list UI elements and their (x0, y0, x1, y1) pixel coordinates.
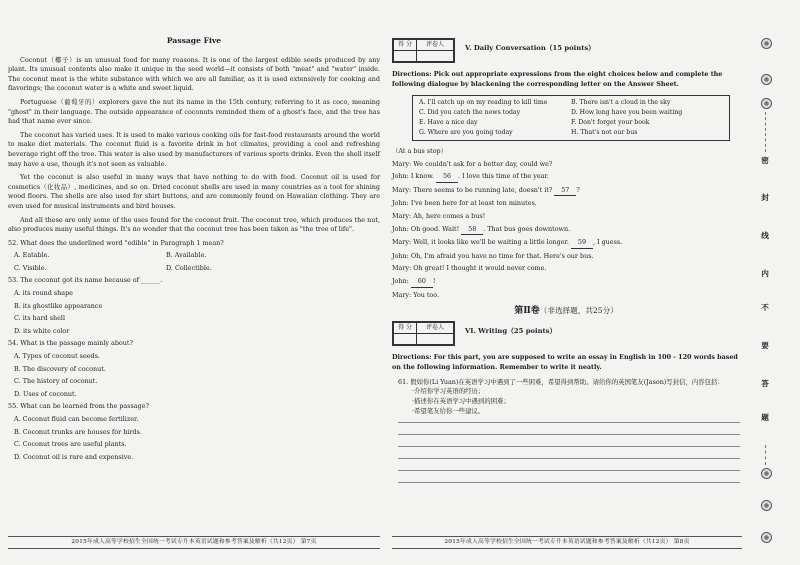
choice-item: E. Have a nice day (419, 119, 478, 126)
dialogue-text: Mary: You too. (392, 290, 440, 299)
answer-option: B. Coconut trunks are houses for birds. (14, 427, 142, 436)
choice-row (419, 128, 723, 138)
score-label-2: 得 分 (394, 322, 417, 333)
dialogue-text: John: (392, 276, 409, 285)
binding-strip-char: 不 (761, 303, 769, 312)
dialogue-text: Mary: Well, it looks like we'll be waiting a little longer. (392, 238, 569, 247)
answer-blank[interactable]: 58 (461, 225, 483, 236)
question-stem: 53. The coconut got its name because of ______. (8, 276, 163, 285)
choice-item: B. There isn't a cloud in the sky (571, 99, 671, 106)
passage-paragraph: And all these are only some of the uses found for the coconut fruit. The coconut tree, which produces the nut, also produces many useful things. It's no wonder that the coconut tree has been taken as "the tree of life". (8, 215, 380, 234)
answer-option: C. Visible. (14, 263, 47, 272)
binding-hole-icon (761, 468, 772, 479)
binding-hole-icon (761, 38, 772, 49)
answer-option: C. The history of coconut. (14, 377, 98, 386)
answer-option: A. Coconut fluid can become fertilizer. (14, 415, 139, 423)
prompt-point: ·希望笔友给你一些建议。 (412, 406, 485, 415)
section5-header (392, 38, 740, 63)
dialogue-text: Mary: We couldn't ask for a better day, could we? (392, 159, 553, 168)
part2-heading (392, 306, 740, 317)
score-box-2 (392, 321, 455, 346)
answer-blank[interactable]: 59 (571, 238, 593, 249)
right-footer: 2015年成人高等学校招生全国统一考试专升本英语试题和参考答案及解析（共12页） 第8页 (392, 536, 742, 549)
answer-option: C. its hard shell (14, 314, 66, 323)
dialogue-line (392, 238, 740, 249)
choice-item: H. That's not our bus (571, 129, 638, 136)
choices-box (412, 95, 730, 141)
prompt-points (412, 387, 740, 416)
choice-item: C. Did you catch the news today (419, 109, 521, 116)
choice-item: F. Don't forget your book (571, 119, 650, 126)
question-stem: 54. What is the passage mainly about? (8, 339, 133, 348)
dialogue-text: John: Oh good. Wait! (392, 224, 460, 233)
answer-option: B. Available. (166, 251, 207, 260)
dialogue-text: Mary: Ah, here comes a bus! (392, 211, 486, 220)
binding-hole-icon (761, 98, 772, 109)
answer-option: A. its round shape (14, 289, 73, 298)
left-page (8, 0, 380, 465)
answer-blank[interactable]: 57 (554, 186, 576, 197)
answer-option: A. Eatable. (14, 251, 50, 260)
section5-directions: Directions: Pick out appropriate expressions from the eight choices below and complete the following dialogue by blackening the corresponding letter on the Answer Sheet. (392, 70, 723, 88)
dialogue-text: John: Oh, I'm afraid you have no time for that. Here's our bus. (392, 251, 594, 260)
dialogue-text: John: I've been here for at least ten minutes. (392, 199, 537, 208)
passage-body (8, 56, 380, 235)
binding-hole-icon (761, 532, 772, 543)
writing-lines[interactable] (392, 422, 740, 483)
answer-option: D. Uses of coconut. (14, 389, 77, 398)
grader-label-2: 评卷人 (417, 322, 454, 333)
dialogue-text: . That bus goes downtown. (483, 224, 571, 233)
dialogue-line (392, 212, 740, 222)
binding-hole-icon (761, 500, 772, 511)
answer-option: B. its ghostlike appearance (14, 301, 103, 310)
writing-prompt (398, 378, 740, 416)
dialogue-text: . I love this time of the year. (458, 172, 549, 181)
question-stem: 52. What does the underlined word "edible" in Paragraph 1 mean? (8, 238, 224, 247)
passage-paragraph: Yet the coconut is also useful in many ways that have nothing to do with food. Coconut oil is used for cosmetics（化妆品）, medicines, and so on. Dried coconut shells are used in many countries as a tool for shining wood floors. The shells are also used for shirt buttons, and are commonly found on Hawaiian clothing. They are even used for musical instruments and bird houses. (8, 173, 380, 210)
dialogue-text: ? (576, 185, 580, 194)
question-list (8, 239, 380, 463)
dialogue-line (392, 291, 740, 301)
answer-option: D. its white color (14, 326, 70, 335)
choice-row (419, 98, 723, 108)
dialogue-line (392, 225, 740, 236)
dialogue-text: （At a bus stop） (392, 147, 448, 155)
binding-hole-icon (761, 74, 772, 85)
dialogue-line (392, 147, 740, 157)
passage-paragraph: Coconut（椰子）is an unusual food for many reasons. It is one of the largest edible seeds produced by any plant. Its unusual contents also make it unique in the seed world—it consists of both "meat" and "water" inside. The coconut meat is the white substance with which we are all familiar, as it is used extensively for cooking and flavorings; the coconut water is a white and sweet liquid. (8, 55, 380, 93)
prompt-point: ·介绍你学习英语的经历； (412, 387, 485, 396)
option-row (14, 264, 380, 274)
binding-strip-char: 要 (761, 341, 769, 350)
dialogue-line (392, 252, 740, 262)
section6-directions: Directions: For this part, you are supposed to write an essay in English in 100 - 120 words based on the following information. Remember to write it neatly. (392, 352, 738, 371)
dialogue-line (392, 160, 740, 170)
grader-label: 评卷人 (417, 40, 454, 51)
choice-item: A. I'll catch up on my reading to kill time (419, 99, 548, 106)
score-label: 得 分 (394, 40, 417, 51)
dialogue-line (392, 199, 740, 209)
part2-subtitle: （非选择题，共25分） (539, 306, 618, 316)
binding-strip (752, 0, 778, 565)
answer-option: C. Coconut trees are useful plants. (14, 440, 127, 449)
option-row (14, 251, 380, 261)
dialogue-text: , I guess. (592, 238, 623, 247)
dialogue (392, 147, 740, 300)
left-footer: 2015年成人高等学校招生全国统一考试专升本英语试题和参考答案及解析（共12页） 第7页 (8, 536, 380, 549)
dialogue-text: John: I know. (392, 172, 434, 181)
answer-blank[interactable]: 56 (436, 172, 458, 183)
binding-strip-char: 线 (761, 231, 769, 240)
right-page (392, 38, 740, 494)
prompt-intro: 61. 假如你(Li Yuan)在英语学习中遇到了一些困难，希望得到帮助。请给你的英国笔友(Jason)写封信，内容包括： (398, 377, 724, 386)
dialogue-line (392, 186, 740, 197)
answer-blank[interactable]: 60 (411, 277, 433, 288)
choice-item: G. Where are you going today (419, 129, 513, 136)
dialogue-line (392, 172, 740, 183)
binding-strip-char: 答 (761, 379, 769, 388)
binding-strip-char: 封 (761, 193, 769, 202)
question-stem: 55. What can be learned from the passage? (8, 402, 149, 411)
dialogue-line (392, 277, 740, 288)
choice-row (419, 118, 723, 128)
score-box (392, 38, 455, 63)
answer-option: A. Types of coconut seeds. (14, 352, 100, 361)
part2-title: 第Ⅱ卷 (514, 306, 540, 317)
answer-option: D. Collectible. (166, 263, 212, 272)
binding-strip-char: 内 (761, 269, 769, 278)
dialogue-text: ! (432, 276, 436, 285)
passage-paragraph: The coconut has varied uses. It is used to make various cooking oils for fast-food restaurants around the world to make diet materials. The coconut fluid is a favorite drink in hot climates, providing a cool and refreshing beverage right off the tree. This water is also used by manufacturers of various sports drinks. Even the shell itself may have a use, though it's not seen as valuable. (8, 130, 380, 168)
dialogue-text: Mary: Oh great! I thought it would never come. (392, 264, 547, 273)
dialogue-line (392, 264, 740, 274)
choice-item: D. How long have you been waiting (571, 109, 683, 116)
section5-title: V. Daily Conversation（15 points） (465, 44, 595, 52)
answer-option: B. The discovery of coconut. (14, 364, 106, 373)
binding-strip-char: 题 (761, 413, 769, 422)
passage-paragraph: Portuguese（葡萄牙的）explorers gave the nut its name in the 15th century, referring to it as coco, meaning "ghost" in their language. The outside appearance of coconuts reminded them of a ghost's face, and the tree has had that name ever since. (8, 97, 380, 126)
prompt-point: ·描述你在英语学习中遇到的困难； (412, 396, 510, 405)
section6-title: VI. Writing（25 points） (465, 326, 557, 335)
binding-strip-char: 密 (761, 156, 769, 165)
dialogue-text: Mary: There seems to be running late, doesn't it? (392, 185, 553, 194)
answer-option: D. Coconut oil is rare and expensive. (14, 452, 134, 461)
choice-row (419, 108, 723, 118)
passage-title: Passage Five (166, 36, 222, 45)
section6-header (392, 321, 740, 346)
